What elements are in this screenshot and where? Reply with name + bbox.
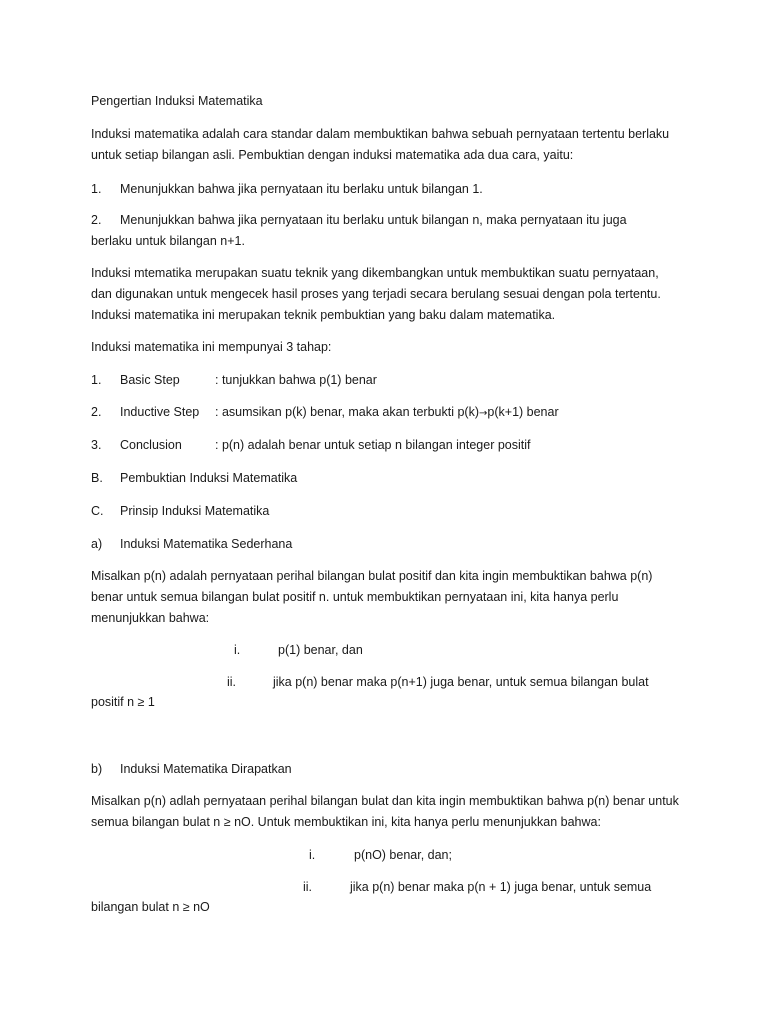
- page-title: Pengertian Induksi Matematika: [91, 94, 263, 108]
- stage-term: Inductive Step: [120, 405, 200, 419]
- way-text: Menunjukkan bahwa jika pernyataan itu berlaku untuk bilangan n, maka pernyataan itu juga: [120, 213, 627, 227]
- subsection-a-body: Misalkan p(n) adalah pernyataan perihal bilangan bulat positif dan kita ingin membuktikan bahwa p(n) benar untuk semua bilangan bulat positif n. untuk membuktikan pernyataan ini, kita hanya perlu menunjukkan bahwa:: [91, 569, 653, 625]
- stage-number: 1.: [91, 373, 102, 387]
- stage-term: Conclusion: [120, 438, 182, 452]
- way-number: 1.: [91, 182, 102, 196]
- stage-term: Basic Step: [120, 373, 180, 387]
- right-arrow-icon: →: [479, 408, 488, 419]
- stage-item-3: [91, 435, 681, 456]
- sub-a-item-2-text: jika p(n) benar maka p(n+1) juga benar, untuk semua bilangan bulat: [273, 675, 649, 689]
- stage-desc: : p(n) adalah benar untuk setiap n bilangan integer positif: [215, 438, 531, 452]
- sub-b-item-2-number: ii.: [303, 880, 313, 894]
- stage-number: 2.: [91, 405, 102, 419]
- way-text: Menunjukkan bahwa jika pernyataan itu berlaku untuk bilangan 1.: [120, 182, 483, 196]
- sub-a-item-2-tail: positif n ≥ 1: [91, 695, 155, 709]
- subsection-a-heading: [91, 534, 681, 555]
- stage-desc-end: p(k+1) benar: [487, 405, 559, 419]
- way-item-2: [91, 210, 681, 252]
- section-b-heading: [91, 468, 681, 489]
- section-label: Prinsip Induksi Matematika: [120, 504, 270, 518]
- sub-b-item-1-text: p(nO) benar, dan;: [354, 848, 452, 862]
- sub-a-item-1-number: i.: [234, 643, 241, 657]
- stage-item-1: [91, 370, 681, 391]
- way-item-1: [91, 179, 681, 200]
- stage-number: 3.: [91, 438, 102, 452]
- subsection-label: Induksi Matematika Sederhana: [120, 537, 293, 551]
- subsection-number: a): [91, 537, 103, 551]
- subsection-label: Induksi Matematika Dirapatkan: [120, 762, 292, 776]
- section-number: B.: [91, 471, 103, 485]
- sub-b-item-2-text: jika p(n) benar maka p(n + 1) juga benar, untuk semua: [350, 880, 652, 894]
- subsection-b-heading: [91, 759, 681, 780]
- way-number: 2.: [91, 213, 102, 227]
- sub-b-item-1-number: i.: [309, 848, 316, 862]
- subsection-number: b): [91, 762, 103, 776]
- stage-desc: : asumsikan p(k) benar, maka akan terbukti p(k): [215, 405, 480, 419]
- sub-a-item-2-number: ii.: [227, 675, 237, 689]
- section-c-heading: [91, 501, 681, 522]
- stage-desc: : tunjukkan bahwa p(1) benar: [215, 373, 377, 387]
- stage-item-2: [91, 402, 681, 424]
- intro-paragraph: Induksi matematika adalah cara standar dalam membuktikan bahwa sebuah pernyataan tertentu berlaku untuk setiap bilangan asli. Pembuktian dengan induksi matematika ada dua cara, yaitu:: [91, 127, 670, 162]
- section-label: Pembuktian Induksi Matematika: [120, 471, 298, 485]
- subsection-b-body: Misalkan p(n) adlah pernyataan perihal bilangan bulat dan kita ingin membuktikan bahwa p(n) benar untuk semua bilangan bulat n ≥ nO. Untuk membuktikan ini, kita hanya perlu menunjukkan bahwa:: [91, 794, 679, 829]
- section-number: C.: [91, 504, 104, 518]
- sub-a-item-1-text: p(1) benar, dan: [278, 643, 363, 657]
- sub-b-item-2-tail: bilangan bulat n ≥ nO: [91, 900, 210, 914]
- way-text-continued: berlaku untuk bilangan n+1.: [91, 234, 245, 248]
- stages-intro: Induksi matematika ini mempunyai 3 tahap:: [91, 340, 332, 354]
- paragraph-2: Induksi mtematika merupakan suatu teknik yang dikembangkan untuk membuktikan suatu pernyataan, dan digunakan untuk mengecek hasil proses yang terjadi secara berulang sesuai dengan pola tertentu. Induksi matematika ini merupakan teknik pembuktian yang baku dalam matematika.: [91, 266, 661, 322]
